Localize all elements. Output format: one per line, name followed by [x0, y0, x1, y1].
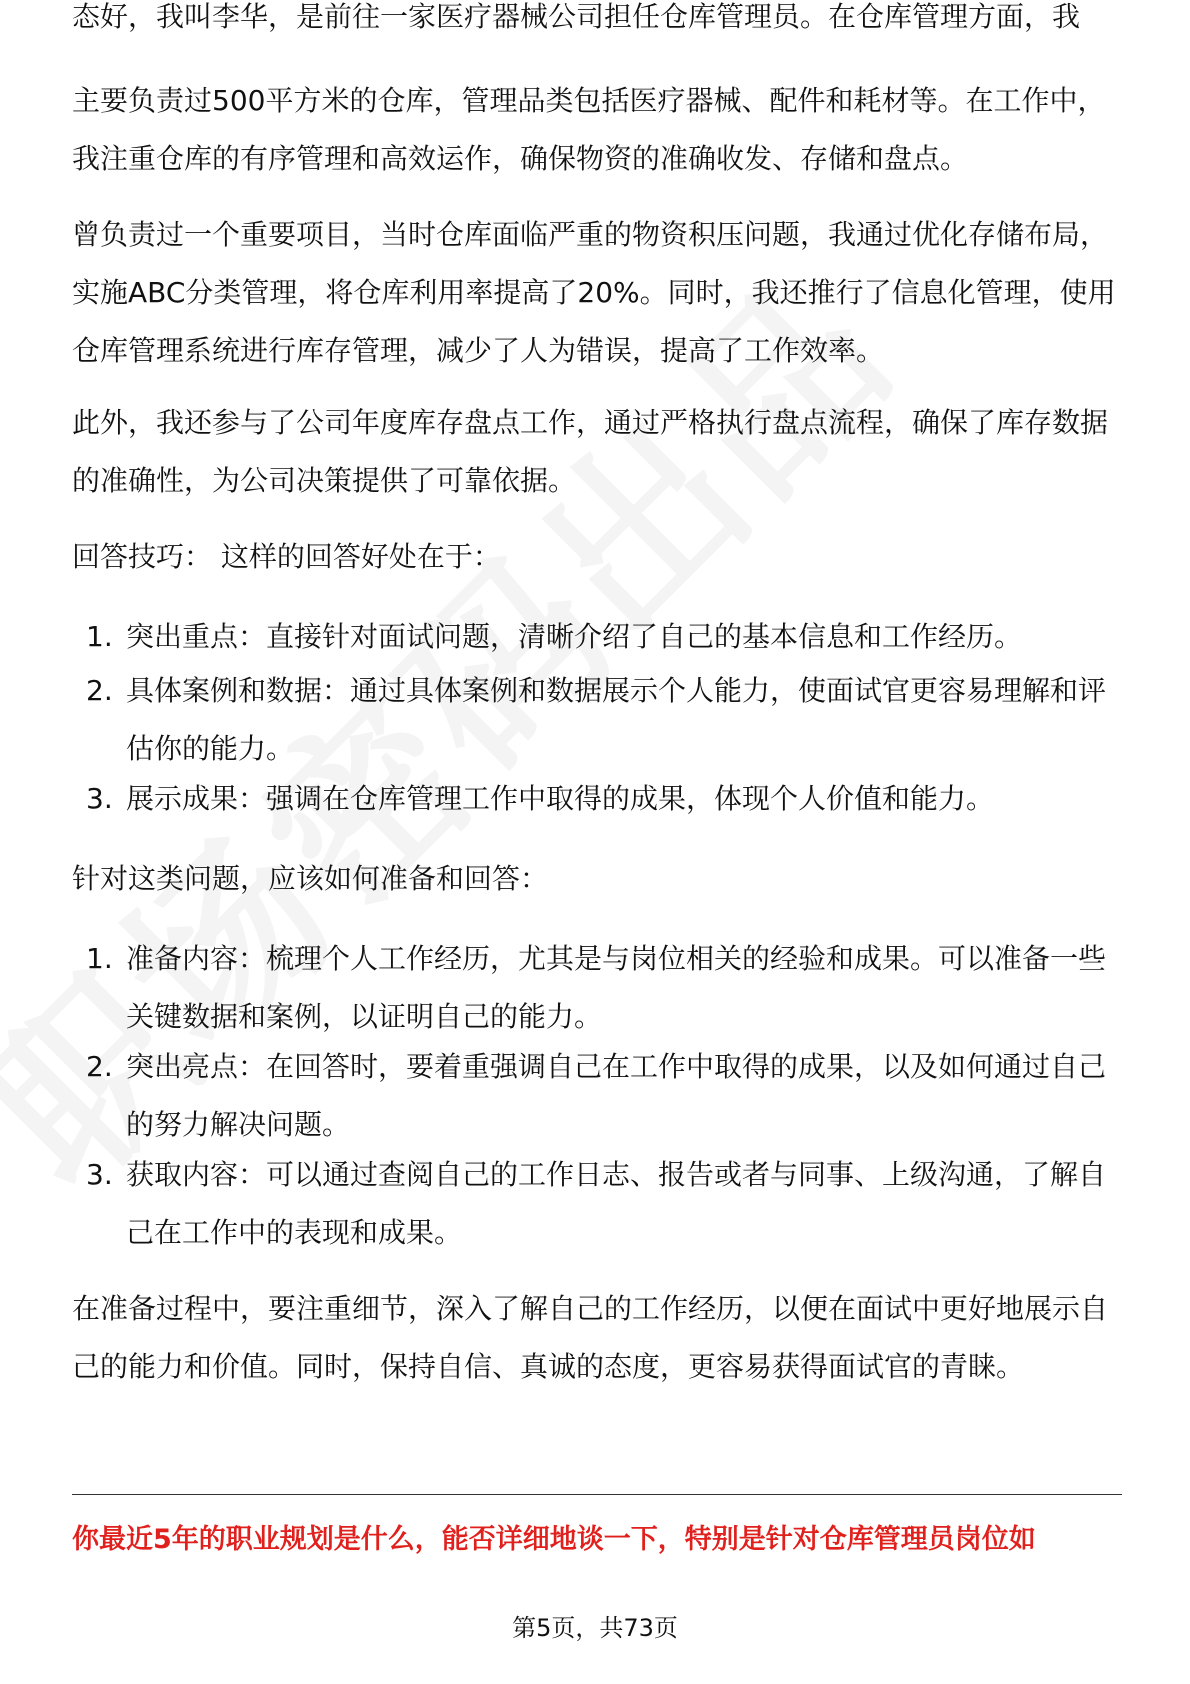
- list-number: 2.: [86, 1050, 113, 1083]
- list-number: 2.: [86, 674, 113, 707]
- project-paragraph: 曾负责过一个重要项目，当时仓库面临严重的物资积压问题，我通过优化存储布局，实施ABC分类管理，将仓库利用率提高了20%。同时，我还推行了信息化管理，使用仓库管理系统进行库存管理，减少了人为错误，提高了工作效率。: [72, 218, 1116, 367]
- list-text: 展示成果：强调在仓库管理工作中取得的成果，体现个人价值和能力。: [126, 782, 995, 815]
- list-text: 具体案例和数据：通过具体案例和数据展示个人能力，使面试官更容易理解和评估你的能力。: [126, 674, 1107, 765]
- list-text: 突出亮点：在回答时，要着重强调自己在工作中取得的成果，以及如何通过自己的努力解决问题。: [126, 1050, 1107, 1141]
- list-number: 3.: [86, 782, 113, 815]
- list-number: 3.: [86, 1158, 113, 1191]
- tips-heading: 回答技巧： 这样的回答好处在于：: [72, 540, 501, 573]
- divider: [72, 1494, 1122, 1495]
- page-footer: 第5页，共73页: [512, 1614, 678, 1642]
- cut-off-top-line: 态好，我叫李华，是前往一家医疗器械公司担任仓库管理员。在仓库管理方面，我: [72, 0, 1081, 33]
- list-number: 1.: [86, 942, 113, 975]
- list-text: 突出重点：直接针对面试问题，清晰介绍了自己的基本信息和工作经历。: [126, 620, 1023, 653]
- intro-paragraph: 主要负责过500平方米的仓库，管理品类包括医疗器械、配件和耗材等。在工作中，我注重仓库的有序管理和高效运作，确保物资的准确收发、存储和盘点。: [72, 84, 1106, 175]
- list-text: 获取内容：可以通过查阅自己的工作日志、报告或者与同事、上级沟通，了解自己在工作中的表现和成果。: [126, 1158, 1107, 1249]
- inventory-paragraph: 此外，我还参与了公司年度库存盘点工作，通过严格执行盘点流程，确保了库存数据的准确性，为公司决策提供了可靠依据。: [72, 406, 1109, 497]
- prep-heading: 针对这类问题，应该如何准备和回答：: [72, 862, 549, 895]
- list-number: 1.: [86, 620, 113, 653]
- closing-paragraph: 在准备过程中，要注重细节，深入了解自己的工作经历，以便在面试中更好地展示自己的能力和价值。同时，保持自信、真诚的态度，更容易获得面试官的青睐。: [72, 1292, 1109, 1383]
- list-text: 准备内容：梳理个人工作经历，尤其是与岗位相关的经验和成果。可以准备一些关键数据和案例，以证明自己的能力。: [126, 942, 1107, 1033]
- next-question-heading: 你最近5年的职业规划是什么，能否详细地谈一下，特别是针对仓库管理员岗位如: [72, 1524, 1036, 1555]
